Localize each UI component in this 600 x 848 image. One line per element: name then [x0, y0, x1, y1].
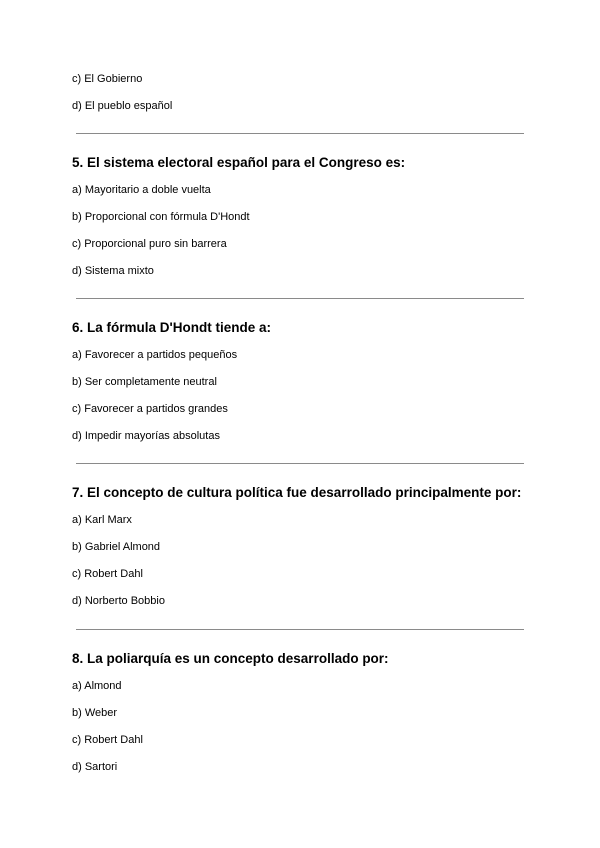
- question-6-title: 6. La fórmula D'Hondt tiende a:: [72, 320, 271, 335]
- question-5-option-c: c) Proporcional puro sin barrera: [72, 238, 227, 250]
- question-5-option-d: d) Sistema mixto: [72, 265, 154, 277]
- question-7-option-c: c) Robert Dahl: [72, 568, 143, 580]
- divider: [76, 133, 524, 134]
- divider: [76, 629, 524, 630]
- question-8-option-d: d) Sartori: [72, 761, 118, 773]
- question-5-title: 5. El sistema electoral español para el Congreso es:: [72, 155, 406, 170]
- question-6-option-c: c) Favorecer a partidos grandes: [72, 403, 228, 415]
- question-8-option-a: a) Almond: [72, 680, 122, 692]
- option-c: c) El Gobierno: [72, 73, 143, 85]
- question-6-option-b: b) Ser completamente neutral: [72, 376, 217, 388]
- divider: [76, 298, 524, 299]
- question-7-option-b: b) Gabriel Almond: [72, 541, 161, 553]
- question-8-option-b: b) Weber: [72, 707, 118, 719]
- divider: [76, 463, 524, 464]
- option-d: d) El pueblo español: [72, 100, 173, 112]
- question-6-option-a: a) Favorecer a partidos pequeños: [72, 349, 238, 361]
- question-7-title: 7. El concepto de cultura política fue desarrollado principalmente por:: [72, 485, 522, 500]
- question-7-option-d: d) Norberto Bobbio: [72, 595, 165, 607]
- question-6-option-d: d) Impedir mayorías absolutas: [72, 430, 220, 442]
- question-8-title: 8. La poliarquía es un concepto desarrollado por:: [72, 651, 389, 666]
- question-5-option-b: b) Proporcional con fórmula D'Hondt: [72, 211, 250, 223]
- question-7-option-a: a) Karl Marx: [72, 514, 132, 526]
- question-5-option-a: a) Mayoritario a doble vuelta: [72, 184, 211, 196]
- question-8-option-c: c) Robert Dahl: [72, 734, 143, 746]
